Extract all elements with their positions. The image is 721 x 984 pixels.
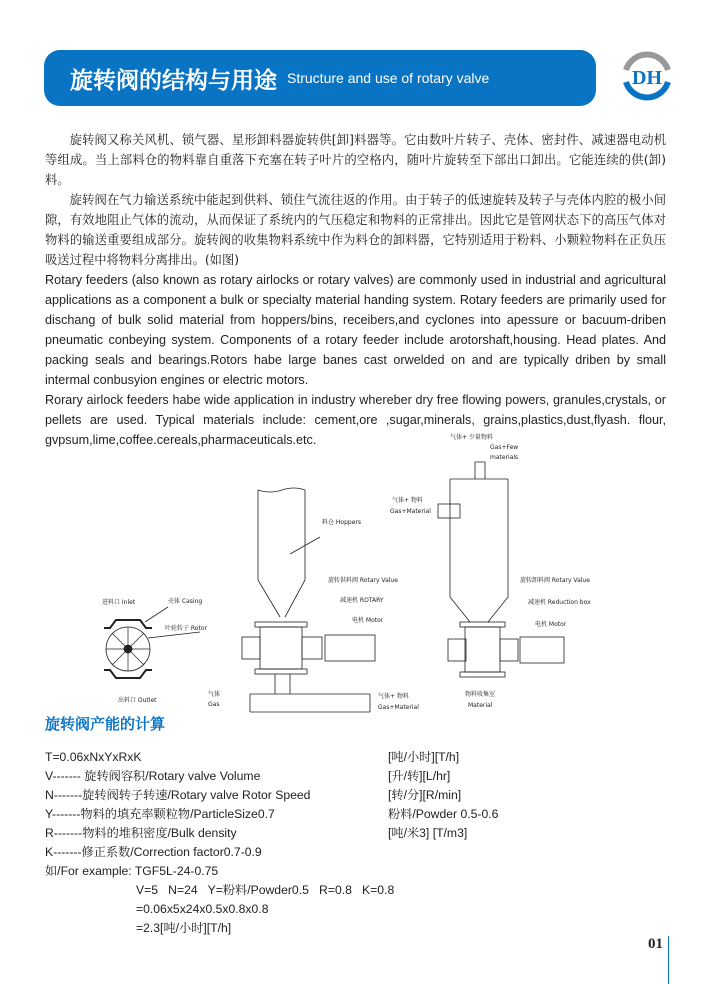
label-hoppers: 料仓 Hoppers — [322, 519, 361, 526]
formula-line: N-------旋转阀转子转速/Rotary valve Rotor Speed — [45, 788, 311, 802]
title-banner — [44, 50, 596, 106]
page-subtitle: Structure and use of rotary valve — [287, 70, 490, 86]
formula-line: T=0.06xNxYxRxK — [45, 750, 142, 764]
label-gas-material-2-en: Gas+Material — [390, 508, 431, 515]
label-inlet: 进料口 Inlet — [102, 599, 136, 606]
label-gas-en: Gas — [208, 701, 220, 708]
formula-line: 如/For example: TGF5L-24-0.75 — [45, 864, 219, 878]
label-gas-few-materials: 气体+ 少量物料 — [450, 434, 493, 441]
formula-unit: 粉料/Powder 0.5-0.6 — [388, 807, 499, 821]
label-gas-few-en-1: Gas+Few — [490, 444, 519, 451]
label-rotary-valve-1: 旋转供料阀 Rotary Value — [328, 577, 398, 584]
label-gas-few-en-2: materials — [490, 454, 519, 461]
intro-english — [45, 270, 666, 450]
svg-text:DH: DH — [632, 67, 662, 89]
company-logo — [618, 46, 676, 104]
formula-unit: [吨/米3] [T/m3] — [388, 826, 468, 840]
example-result: =2.3[吨/小时][T/h] — [136, 921, 232, 935]
cross-section-figure — [104, 607, 200, 678]
label-gas: 气体 — [208, 691, 221, 698]
label-collection: 物料收集室 — [465, 691, 496, 698]
label-reducer-1: 减速机 ROTARY — [340, 597, 384, 604]
intro-chinese — [45, 130, 666, 270]
formula-line: V------- 旋转阀容积/Rotary valve Volume — [45, 769, 261, 783]
example-calc: =0.06x5x24x0.5x0.8x0.8 — [136, 902, 269, 916]
label-gas-material-1: 气体+ 物料 — [378, 693, 409, 700]
label-collection-en: Material — [468, 702, 493, 709]
formula-line: R-------物料的堆积密度/Bulk density — [45, 826, 237, 840]
formula-line: K-------修正系数/Correction factor0.7-0.9 — [45, 845, 262, 859]
label-casing: 壳体 Casing — [168, 598, 203, 605]
paragraph: 旋转阀在气力输送系统中能起到供料、锁住气流往返的作用。由于转子的低速旋转及转子与壳体内腔的极小间隙，有效地阻止气体的流动，从而保证了系统内的气压稳定和物料的正常排出。因此它是管网状态下的高压气体对物料的输送重要组成部分。旋转阀的收集物料系统中作为料仓的卸料器，它特别适用于粉料、小颗粒物料在正负压吸送过程中将物料分离排出。(如图) — [45, 193, 666, 267]
rotary-valve-diagram — [90, 432, 630, 717]
label-gas-material-1-en: Gas+Material — [378, 704, 419, 711]
label-rotor: 叶轮转子 Rotor — [165, 625, 207, 632]
label-reducer-2: 减速机 Reduction box — [528, 599, 591, 606]
label-motor-1: 电机 Motor — [352, 617, 384, 624]
paragraph: 旋转阀又称关风机、锁气器、星形卸料器旋转供[卸]料器等。它由数叶片转子、壳体、密封件、减速器电动机等组成。当上部料仓的物料靠自重落下充塞在转子叶片的空格内，随叶片旋转至下部出口卸出。它能连续的供(卸)料。 — [45, 133, 666, 187]
label-rotary-valve-2: 旋转卸料阀 Rotary Value — [520, 577, 590, 584]
section-heading: 旋转阀产能的计算 — [45, 715, 166, 733]
label-motor-2: 电机 Motor — [535, 621, 567, 628]
formula-line: Y-------物料的填充率颗粒物/ParticleSize0.7 — [45, 807, 275, 821]
label-outlet: 出料口 Outlet — [118, 697, 157, 704]
formula-unit: [升/转][L/hr] — [388, 769, 451, 783]
paragraph: Rotary feeders (also known as rotary airlocks or rotary valves) are commonly used in industrial and agricultural applications as a component a bulk or specialty material handing system. Rotary feeders are primarily used for dischang of bulk solid material from hoppers/bins, receibers,and cyclones into apessure or bacuum-driben pneumatic conbeying system. Components of a rotary feeder include arotorshaft,housing. Head plates. And packing seals and bearings.Rotors habe large banes cast orwelded on and are typically driben by small intermal conbusyion engines or electric motors. — [45, 273, 666, 387]
page-title: 旋转阀的结构与用途 — [70, 67, 277, 94]
example-values: V=5 N=24 Y=粉料/Powder0.5 R=0.8 K=0.8 — [136, 883, 395, 897]
divider — [668, 936, 669, 984]
formula-unit: [转/分][R/min] — [388, 788, 462, 802]
paragraph: Rorary airlock feeders habe wide application in industry whereber dry free flowing powers, granules,crystals, or pellets are used. Typical materials include: cement,ore ,sugar,minerals, grains,plastics,dust,flyash. flour, gvpsum,lime,coffee.cereals,pharmaceuticals.etc. — [45, 393, 666, 447]
page-number: 01 — [648, 936, 663, 952]
formula-unit: [吨/小时][T/h] — [388, 750, 460, 764]
intro-text — [45, 130, 666, 450]
label-gas-material-2: 气体+ 物料 — [392, 497, 423, 504]
